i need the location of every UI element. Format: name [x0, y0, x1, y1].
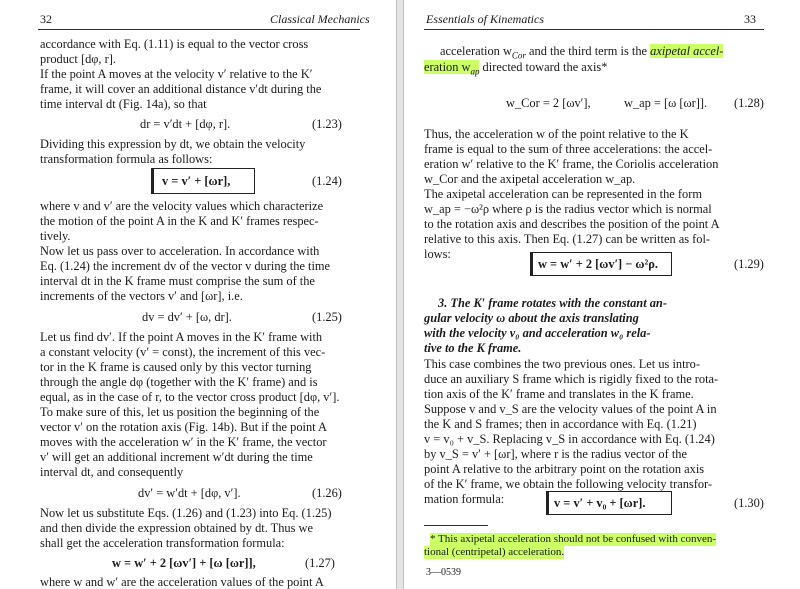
section-heading: with the velocity v₀ and acceleration w₀ rela-: [424, 326, 651, 340]
text-line: through the angle dφ (together with the K′ frame) and is: [40, 375, 318, 389]
footnote-line-highlight: tional (centripetal) acceleration.: [424, 546, 565, 558]
text-line: relative to this axis. Then Eq. (1.27) can be written as fol-: [424, 232, 711, 246]
text-line: Dividing this expression by dt, we obtain the velocity: [40, 137, 306, 151]
text-line: The axipetal acceleration can be represented in the form: [424, 187, 702, 201]
equation-1-24: v = v′ + [ωr],: [162, 174, 231, 188]
text-line: product [dφ, r].: [40, 52, 116, 66]
text-line: tor in the K frame is caused only by this vector turning: [40, 360, 312, 374]
text-line: Now let us substitute Eqs. (1.26) and (1.23) into Eq. (1.25): [40, 506, 332, 520]
text-line: If the point A moves at the velocity v′ relative to the K′: [40, 67, 313, 81]
text-line: acceleration $w_{Cor}$ and the third term is the axipetal accel-: [440, 44, 724, 61]
text-line: Now let us pass over to acceleration. In accordance with: [40, 244, 320, 258]
equation-1-27: w = w′ + 2 [ωv′] + [ω [ωr]],: [112, 556, 256, 570]
text-line: tively.: [40, 229, 71, 243]
equation-number: (1.26): [312, 486, 342, 500]
text-line: mation formula:: [424, 492, 505, 506]
text-line: This case combines the two previous ones. Let us intro-: [424, 357, 700, 371]
text-line: Let us find dv′. If the point A moves in the K′ frame with: [40, 330, 323, 344]
equation-number: (1.27): [305, 556, 335, 570]
section-heading: gular velocity ω about the axis translating: [424, 311, 639, 325]
text-line: time interval dt (Fig. 14a), so that: [40, 97, 207, 111]
text-line: To make sure of this, let us position the beginning of the: [40, 405, 320, 419]
text-line: Suppose v and v_S are the velocity values of the point A in: [424, 402, 717, 416]
left-page-number: 32: [40, 12, 52, 26]
equation-1-28b: w_ap = [ω [ωr]].: [624, 96, 708, 110]
text-line: duce an auxiliary S frame which is rigidly fixed to the rota-: [424, 372, 719, 386]
text-line: Thus, the acceleration w of the point relative to the K: [424, 127, 689, 141]
right-header-rule: [424, 29, 764, 30]
text-line: and then divide the expression obtained by dt. Thus we: [40, 521, 313, 535]
equation-number: (1.30): [734, 496, 764, 510]
equation-1-26: dv′ = w′dt + [dφ, v′].: [138, 486, 241, 500]
signature-mark: 3—0539: [426, 567, 461, 578]
text-line: Eq. (1.24) the increment dv of the vector v during the time: [40, 259, 331, 273]
equation-1-25: dv = dv′ + [ω, dr].: [142, 310, 232, 324]
equation-number: (1.24): [312, 174, 342, 188]
equation-1-28a: w_Cor = 2 [ωv′],: [506, 96, 591, 110]
left-header-rule: [38, 29, 360, 30]
footnote-line-highlight: * This axipetal acceleration should not be confused with conven-: [430, 533, 717, 545]
text-line: where w and w′ are the acceleration values of the point A: [40, 575, 324, 589]
text-line: the motion of the point A in the K and K′ frames respec-: [40, 214, 319, 228]
equation-1-23: dr = v′dt + [dφ, r].: [140, 117, 231, 131]
text-line: frame, it will cover an additional distance v′dt during the: [40, 82, 322, 96]
equation-number: (1.29): [734, 257, 764, 271]
text-line: increments of the vectors v′ and [ωr], i.e.: [40, 289, 243, 303]
text-line: eration w′ relative to the K′ frame, the Coriolis acceleration: [424, 157, 719, 171]
text-line: interval dt in the K frame must comprise the sum of the: [40, 274, 315, 288]
text-line: of the K′ frame, we obtain the following velocity transfor-: [424, 477, 713, 491]
text-line: interval dt, and consequently: [40, 465, 184, 479]
text-line: w_ap = −ω²ρ where ρ is the radius vector which is normal: [424, 202, 712, 216]
text-line: to the rotation axis and describes the position of the point A: [424, 217, 720, 231]
right-page-number: 33: [744, 12, 756, 26]
text-line: transformation formula as follows:: [40, 152, 213, 166]
book-gutter: [396, 0, 404, 589]
highlight-eration: eration $w_{ap}$: [424, 60, 480, 77]
footnote-rule: [424, 525, 488, 526]
highlight-axipetal: axipetal accel-: [650, 44, 724, 58]
equation-number: (1.28): [734, 96, 764, 110]
left-page: [0, 0, 396, 589]
text-line: frame is equal to the sum of three accelerations: the accel-: [424, 142, 713, 156]
equation-1-29: w = w′ + 2 [ωv′] − ω²ρ.: [538, 257, 658, 271]
text-line: lows:: [424, 247, 451, 261]
text-line: moves with the acceleration w′ in the K′ frame, the vector: [40, 435, 327, 449]
equation-1-30: v = v′ + v₀ + [ωr].: [554, 496, 646, 510]
text-line: eration $w_{ap}$ directed toward the axis*: [424, 60, 608, 77]
text-line: v = v₀ + v_S. Replacing v_S in accordance with Eq. (1.24): [424, 432, 715, 446]
equation-number: (1.23): [312, 117, 342, 131]
text-line: v′ will get an additional increment w′dt during the time: [40, 450, 313, 464]
equation-number: (1.25): [312, 310, 342, 324]
text-line: vector v′ on the rotation axis (Fig. 14b). But if the point A: [40, 420, 327, 434]
text-line: where v and v′ are the velocity values which characterize: [40, 199, 324, 213]
section-heading: tive to the K frame.: [424, 341, 522, 355]
right-page: [404, 0, 800, 589]
text-line: equal, as in the case of r, to the vector cross product [dφ, v′].: [40, 390, 340, 404]
text-line: shall get the acceleration transformation formula:: [40, 536, 285, 550]
left-running-title: Classical Mechanics: [270, 12, 370, 26]
section-heading: 3. The K′ frame rotates with the constant an-: [438, 296, 667, 310]
text-line: tion axis of the K′ frame and translates in the K frame.: [424, 387, 694, 401]
text-line: w_Cor and the axipetal acceleration w_ap.: [424, 172, 636, 186]
text-line: a constant velocity (v′ = const), the increment of this vec-: [40, 345, 326, 359]
text-line: by v_S = v′ + [ωr], where r is the radius vector of the: [424, 447, 687, 461]
text-line: the K and S frames; then in accordance with Eq. (1.21): [424, 417, 697, 431]
right-running-title: Essentials of Kinematics: [426, 12, 544, 26]
text-line: accordance with Eq. (1.11) is equal to the vector cross: [40, 37, 309, 51]
text-line: point A relative to the arbitrary point on the rotation axis: [424, 462, 705, 476]
